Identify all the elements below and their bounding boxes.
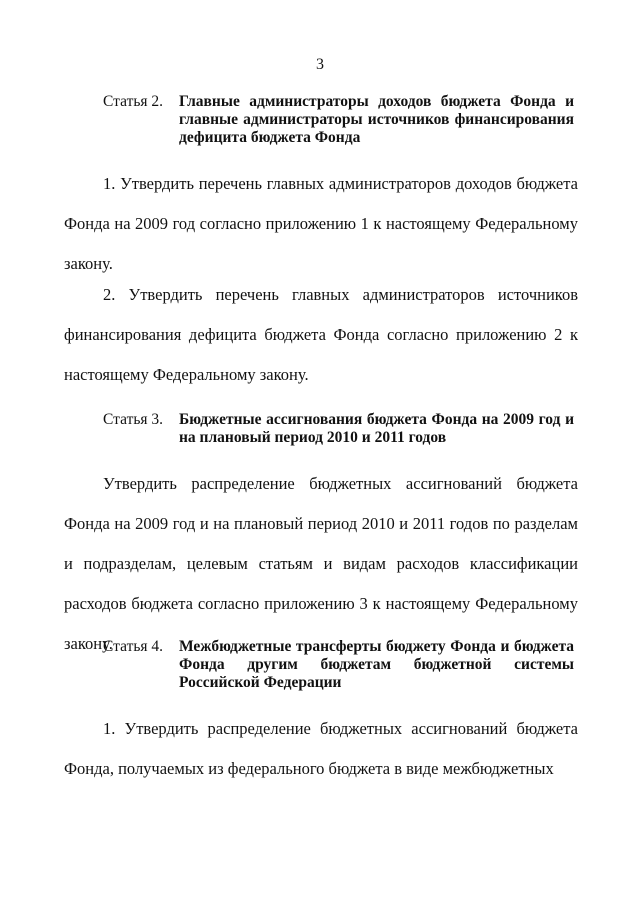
article-3-paragraph-1: Утвердить распределение бюджетных ассигнований бюджета Фонда на 2009 год и на плановый период 2010 и 2011 годов по разделам и подразделам, целевым статьям и видам расходов классификации расходов бюджета согласно приложению 3 к настоящему Федеральному закону.	[64, 474, 578, 653]
article-2-heading	[103, 93, 583, 147]
article-2-paragraph-1: 1. Утвердить перечень главных администраторов доходов бюджета Фонда на 2009 год согласно приложению 1 к настоящему Федеральному закону.	[64, 174, 578, 273]
page-number: 3	[316, 56, 324, 73]
article-4-heading	[103, 638, 583, 692]
article-2-title: Главные администраторы доходов бюджета Фонда и главные администраторы источников финансирования дефицита бюджета Фонда	[179, 93, 574, 146]
article-3-heading	[103, 411, 583, 447]
article-4-title: Межбюджетные трансферты бюджету Фонда и бюджета Фонда другим бюджетам бюджетной системы Российской Федерации	[179, 638, 574, 691]
article-4-paragraph-1: 1. Утвердить распределение бюджетных ассигнований бюджета Фонда, получаемых из федерального бюджета в виде межбюджетных	[64, 719, 578, 778]
article-3-label: Статья 3.	[103, 411, 164, 428]
article-2-label: Статья 2.	[103, 93, 164, 110]
article-4-label: Статья 4.	[103, 638, 164, 655]
article-2-paragraph-2: 2. Утвердить перечень главных администраторов источников финансирования дефицита бюджета Фонда согласно приложению 2 к настоящему Федеральному закону.	[64, 285, 578, 384]
article-3-title: Бюджетные ассигнования бюджета Фонда на 2009 год и на плановый период 2010 и 2011 годов	[179, 411, 574, 446]
